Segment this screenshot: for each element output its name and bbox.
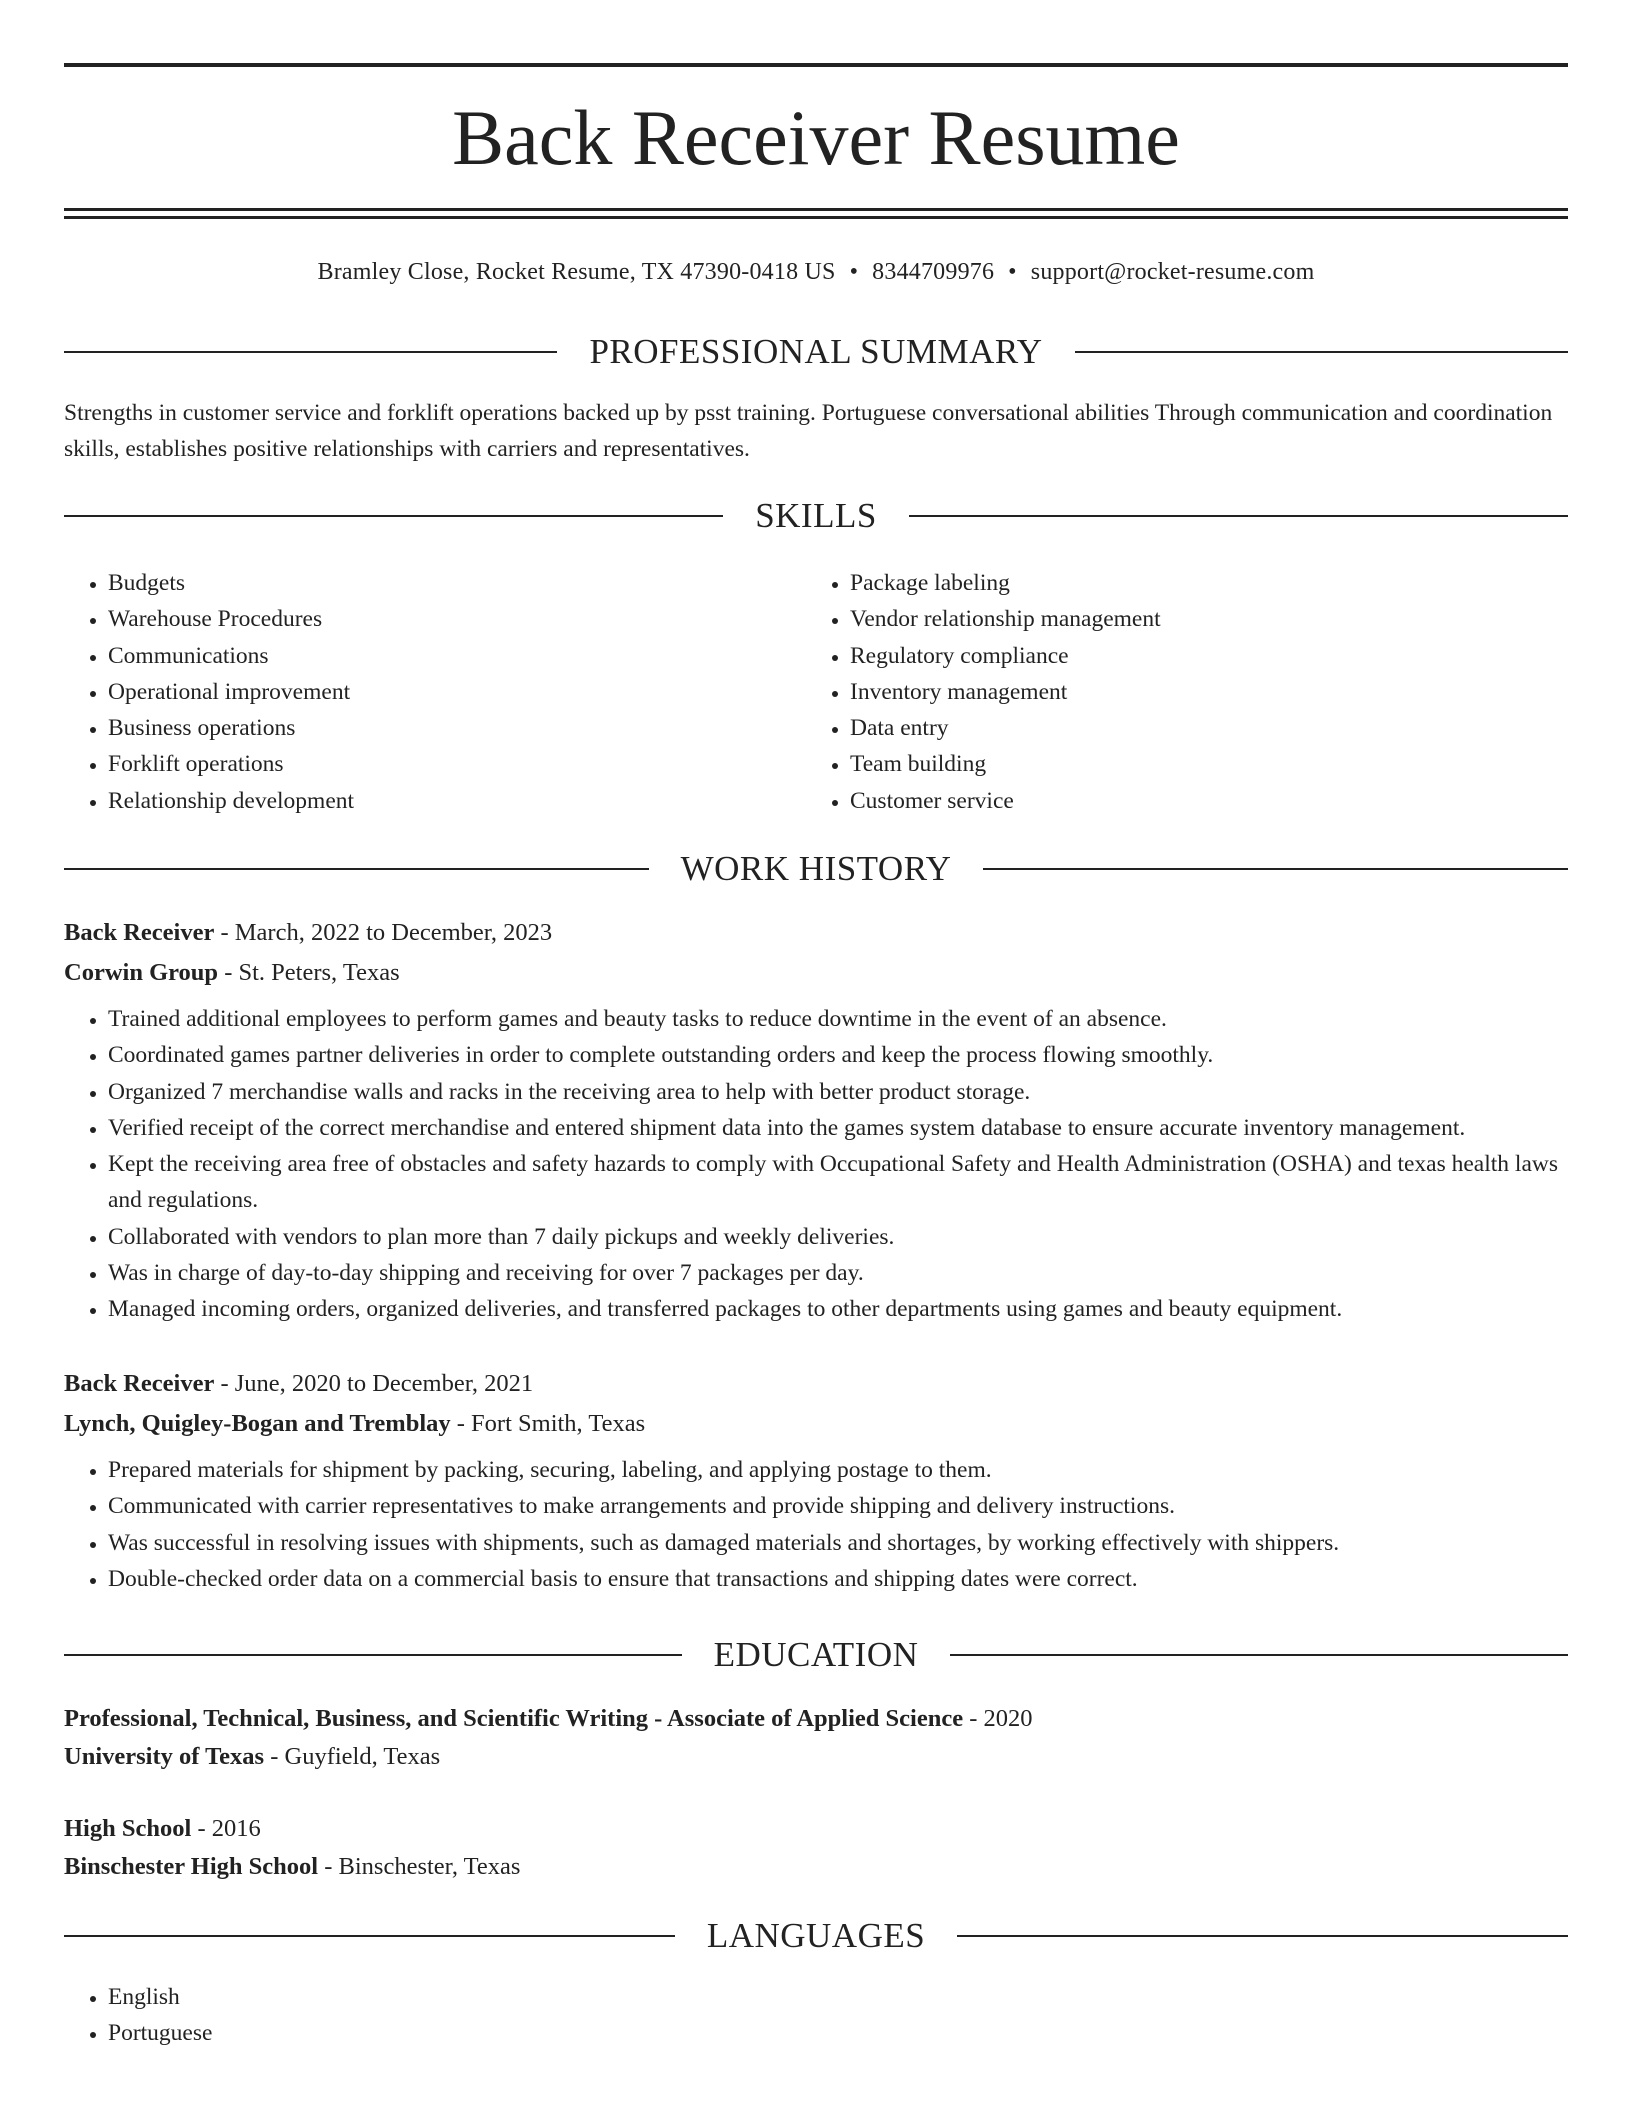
skill-item: • Inventory management — [850, 674, 1566, 710]
education-entry — [64, 1700, 1568, 1775]
section-heading-languages — [64, 1914, 1568, 1958]
heading-rule — [64, 868, 649, 870]
section-heading-work-history — [64, 847, 1568, 891]
heading-rule — [64, 1654, 682, 1656]
section-heading-summary — [64, 330, 1568, 374]
duty-item: • Communicated with carrier representatives to make arrangements and provide shipping and delivery instructions. — [108, 1488, 1568, 1524]
duty-item: • Prepared materials for shipment by packing, securing, labeling, and applying postage to them. — [108, 1452, 1568, 1488]
job-duties — [64, 1452, 1568, 1597]
job-dates: - March, 2022 to December, 2023 — [214, 919, 553, 946]
job-title-line — [64, 1364, 1568, 1404]
job-title: Back Receiver — [64, 919, 215, 946]
heading-rule — [64, 515, 723, 517]
contact-phone: 8344709976 — [872, 259, 995, 285]
section-heading-skills — [64, 494, 1568, 538]
education-school: Binschester High School — [64, 1852, 319, 1880]
contact-line — [64, 254, 1568, 290]
skill-item: • Forklift operations — [108, 746, 764, 782]
duty-item: • Trained additional employees to perform games and beauty tasks to reduce downtime in the event of an absence. — [108, 1001, 1568, 1037]
duty-item: • Double-checked order data on a commercial basis to ensure that transactions and shipping dates were correct. — [108, 1561, 1568, 1597]
skill-item: • Team building — [850, 746, 1566, 782]
job-company-line — [64, 953, 1568, 993]
heading-rule — [909, 515, 1568, 517]
education-degree-line — [64, 1700, 1568, 1738]
heading-rule — [1075, 351, 1568, 353]
duty-item: • Verified receipt of the correct merchandise and entered shipment data into the games system database to ensure accurate inventory management. — [108, 1110, 1568, 1146]
skill-item: • Business operations — [108, 710, 764, 746]
education-school-line — [64, 1848, 1568, 1886]
skill-item: • Vendor relationship management — [850, 601, 1566, 637]
title-rule-lower — [64, 216, 1568, 219]
skill-item: • Regulatory compliance — [850, 638, 1566, 674]
section-title: EDUCATION — [713, 1635, 919, 1674]
duty-item: • Was successful in resolving issues with shipments, such as damaged materials and shortages, by working effectively with shippers. — [108, 1525, 1568, 1561]
skill-item: • Operational improvement — [108, 674, 764, 710]
skill-item: • Warehouse Procedures — [108, 601, 764, 637]
job-company-line — [64, 1404, 1568, 1444]
duty-item: • Organized 7 merchandise walls and racks in the receiving area to help with better product storage. — [108, 1074, 1568, 1110]
skill-item: • Data entry — [850, 710, 1566, 746]
job-location: - St. Peters, Texas — [218, 958, 400, 986]
education-degree: Professional, Technical, Business, and Scientific Writing - Associate of Applied Science — [64, 1705, 964, 1732]
duty-item: • Managed incoming orders, organized deliveries, and transferred packages to other departments using games and beauty equipment. — [108, 1291, 1568, 1327]
job-title-line — [64, 913, 1568, 953]
skill-item: • Package labeling — [850, 565, 1566, 601]
heading-rule — [64, 351, 557, 353]
heading-rule — [983, 868, 1568, 870]
duty-item: • Coordinated games partner deliveries in order to complete outstanding orders and keep the process flowing smoothly. — [108, 1037, 1568, 1073]
skills-list-right — [806, 565, 1566, 819]
duty-item: • Kept the receiving area free of obstacles and safety hazards to comply with Occupational Safety and Health Administration (OSHA) and texas health laws and regulations. — [108, 1146, 1568, 1219]
section-heading-education — [64, 1633, 1568, 1677]
language-item: • Portuguese — [108, 2015, 764, 2051]
skill-item: • Communications — [108, 638, 764, 674]
languages-list — [64, 1979, 764, 2052]
section-title: WORK HISTORY — [680, 849, 952, 888]
job-location: - Fort Smith, Texas — [450, 1409, 646, 1437]
skill-item: • Budgets — [108, 565, 764, 601]
language-item: • English — [108, 1979, 764, 2015]
job-title: Back Receiver — [64, 1370, 215, 1397]
title-rule-upper — [64, 208, 1568, 211]
education-degree-line — [64, 1810, 1568, 1848]
section-title: PROFESSIONAL SUMMARY — [589, 332, 1043, 371]
education-year: - 2020 — [963, 1705, 1033, 1732]
resume-title: Back Receiver Resume — [452, 94, 1180, 181]
education-school-line — [64, 1738, 1568, 1776]
job-company: Lynch, Quigley-Bogan and Tremblay — [64, 1409, 451, 1437]
heading-rule — [957, 1935, 1568, 1937]
contact-separator: • — [849, 259, 859, 285]
contact-email: support@rocket-resume.com — [1030, 259, 1315, 285]
duty-item: • Collaborated with vendors to plan more than 7 daily pickups and weekly deliveries. — [108, 1219, 1568, 1255]
job-company: Corwin Group — [64, 958, 219, 986]
education-location: - Guyfield, Texas — [264, 1742, 441, 1770]
job-dates: - June, 2020 to December, 2021 — [214, 1370, 534, 1397]
heading-rule — [950, 1654, 1568, 1656]
section-title: LANGUAGES — [706, 1916, 926, 1955]
job-entry — [64, 1364, 1568, 1597]
skill-item: • Customer service — [850, 783, 1566, 819]
education-degree: High School — [64, 1815, 192, 1842]
skills-list-left — [64, 565, 764, 819]
contact-separator: • — [1008, 259, 1017, 285]
top-rule — [64, 63, 1568, 67]
job-duties — [64, 1001, 1568, 1328]
contact-address: Bramley Close, Rocket Resume, TX 47390-0418 US — [317, 259, 836, 285]
education-school: University of Texas — [64, 1742, 265, 1770]
duty-item: • Was in charge of day-to-day shipping and receiving for over 7 packages per day. — [108, 1255, 1568, 1291]
heading-rule — [64, 1935, 675, 1937]
job-entry — [64, 913, 1568, 1328]
section-title: SKILLS — [755, 496, 877, 535]
summary-text: Strengths in customer service and forklift operations backed up by psst training. Portuguese conversational abilities Through communication and coordination skills, establishes positive relationships with carriers and representatives. — [64, 400, 1553, 462]
education-location: - Binschester, Texas — [318, 1852, 521, 1880]
education-entry — [64, 1810, 1568, 1885]
skill-item: • Relationship development — [108, 783, 764, 819]
education-year: - 2016 — [191, 1815, 261, 1842]
